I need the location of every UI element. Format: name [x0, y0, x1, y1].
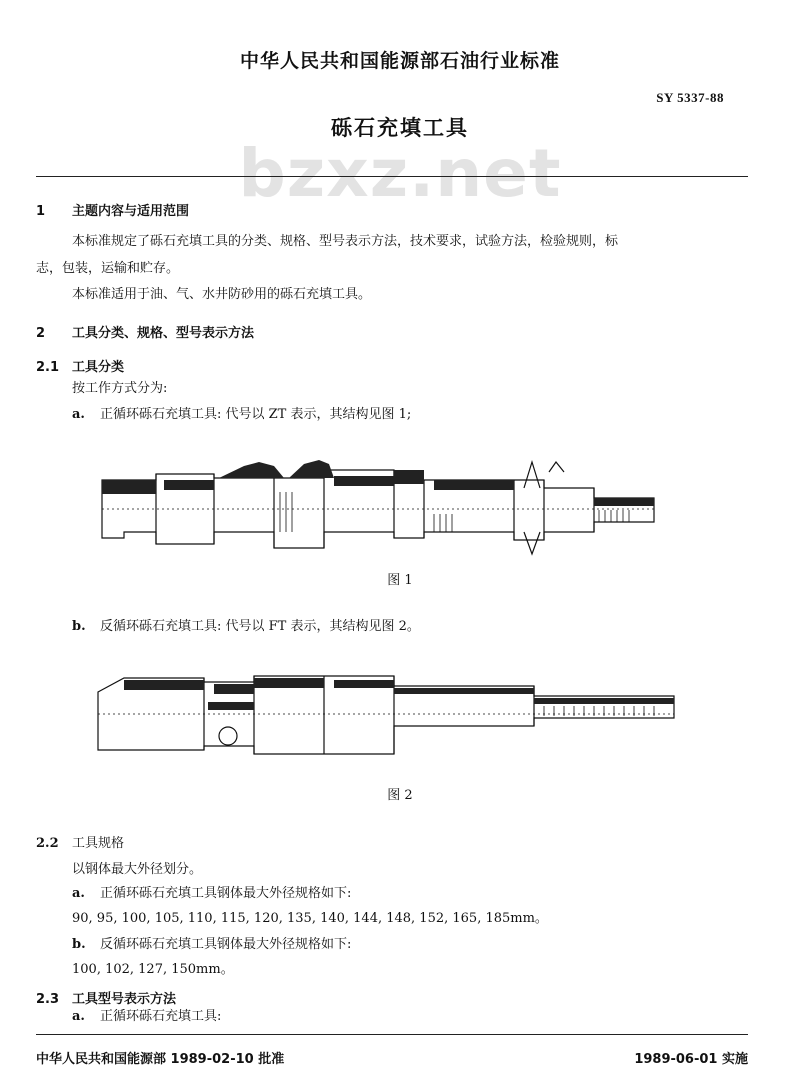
section-1-paragraph-1-line-1: 本标准规定了砾石充填工具的分类、规格、型号表示方法，技术要求，试验方法，检验规则，标 [72, 234, 619, 249]
figure-1-tool-drawing [94, 452, 664, 562]
figure-2-tool-drawing [94, 662, 694, 762]
section-2-1-item-b: b. 反循环砾石充填工具: 代号以 FT 表示，其结构见图 2。 [72, 619, 420, 634]
section-2-2-heading: 2.2 工具规格 [36, 836, 125, 851]
section-2-2-item-a-values: 90, 95, 100, 105, 110, 115, 120, 135, 140, 144, 148, 152, 165, 185mm。 [72, 911, 548, 926]
section-2-3-heading: 2.3 工具型号表示方法 [36, 992, 177, 1007]
approval-date: 中华人民共和国能源部 1989-02-10 批准 [36, 1052, 285, 1067]
effective-date: 1989-06-01 实施 [634, 1052, 748, 1067]
figure-1-caption: 图 1 [387, 573, 413, 588]
section-1-paragraph-1-line-2: 志，包装，运输和贮存。 [36, 261, 180, 276]
section-2-1-heading: 2.1 工具分类 [36, 360, 125, 375]
issuer-header: 中华人民共和国能源部石油行业标准 [239, 50, 560, 72]
section-1-heading: 1 主题内容与适用范围 [36, 204, 190, 219]
footer-rule [36, 1034, 748, 1035]
figure-2-caption: 图 2 [387, 788, 413, 803]
header-rule [36, 176, 748, 177]
section-2-2-item-b-values: 100, 102, 127, 150mm。 [72, 962, 234, 977]
watermark: bzxz.net [238, 135, 562, 212]
standard-code: SY 5337-88 [656, 90, 724, 105]
section-2-1-intro: 按工作方式分为: [72, 381, 168, 396]
document-title: 砾石充填工具 [331, 116, 469, 140]
section-2-2-item-a: a. 正循环砾石充填工具钢体最大外径规格如下: [72, 886, 352, 901]
section-2-heading: 2 工具分类、规格、型号表示方法 [36, 326, 255, 341]
section-1-paragraph-2: 本标准适用于油、气、水井防砂用的砾石充填工具。 [72, 287, 372, 302]
section-2-2-intro: 以钢体最大外径划分。 [72, 862, 203, 877]
section-2-2-item-b: b. 反循环砾石充填工具钢体最大外径规格如下: [72, 937, 352, 952]
section-2-3-item-a: a. 正循环砾石充填工具: [72, 1009, 222, 1024]
section-2-1-item-a: a. 正循环砾石充填工具: 代号以 ZT 表示，其结构见图 1; [72, 407, 412, 422]
